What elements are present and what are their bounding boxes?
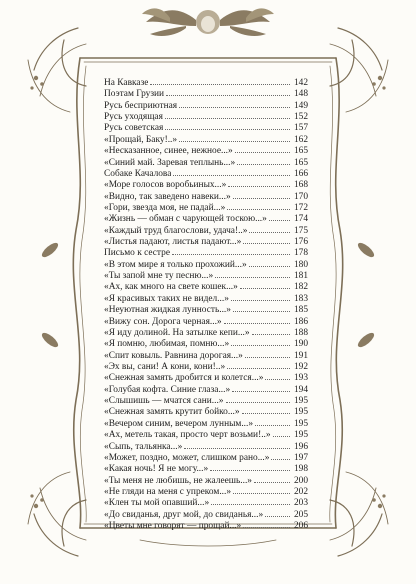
dot-leader <box>233 197 290 199</box>
toc-entry <box>104 78 308 89</box>
toc-entry-title: «Ах, метель такая, просто черт возьми!..» <box>104 430 271 441</box>
toc-entry-title: «Я помню, любимая, помню...» <box>104 339 230 350</box>
toc-entry <box>104 135 308 146</box>
dot-leader <box>215 276 290 278</box>
toc-entry-page: 176 <box>293 237 308 248</box>
toc-entry-title: «Ты запой мне ту песню...» <box>104 271 214 282</box>
toc-entry-title: «Сыпь, тальянка...» <box>104 441 183 452</box>
dot-leader <box>242 412 290 414</box>
dot-leader <box>243 242 290 244</box>
dot-leader <box>237 163 290 165</box>
toc-entry <box>104 89 308 100</box>
toc-entry <box>104 237 308 248</box>
table-of-contents <box>104 78 308 532</box>
toc-entry-title: «В этом мире я только прохожий...» <box>104 259 247 270</box>
dot-leader <box>226 401 291 403</box>
dot-leader <box>249 231 290 233</box>
toc-entry-title: «Цветы мне говорят — прощай...» <box>104 521 242 532</box>
dot-leader <box>165 128 290 130</box>
toc-entry <box>104 248 308 259</box>
dot-leader <box>240 287 290 289</box>
dot-leader <box>273 435 290 437</box>
toc-entry-page: 188 <box>293 327 308 338</box>
toc-entry-title: «Снежная замять крутит бойко...» <box>104 407 240 418</box>
dot-leader <box>243 526 290 528</box>
toc-entry-title: «Вечером синим, вечером лунным...» <box>104 418 254 429</box>
toc-entry <box>104 498 308 509</box>
toc-entry-page: 181 <box>293 271 308 282</box>
toc-entry-title: «Гори, звезда моя, не падай...» <box>104 202 226 213</box>
toc-entry <box>104 487 308 498</box>
toc-entry <box>104 362 308 373</box>
dot-leader <box>235 151 290 153</box>
dot-leader <box>232 390 290 392</box>
toc-entry <box>104 317 308 328</box>
toc-entry-title: Русь бесприютная <box>104 100 178 111</box>
dot-leader <box>271 458 290 460</box>
toc-entry <box>104 476 308 487</box>
toc-entry-title: «Снежная замять дробится и колется...» <box>104 373 264 384</box>
dot-leader <box>166 94 290 96</box>
toc-entry-title: «До свиданья, друг мой, до свиданья...» <box>104 509 264 520</box>
dot-leader <box>224 322 290 324</box>
toc-entry-title: «Я иду долиной. На затылке кепи...» <box>104 327 250 338</box>
dot-leader <box>227 208 290 210</box>
toc-entry-page: 193 <box>293 373 308 384</box>
toc-entry <box>104 123 308 134</box>
toc-entry-page: 194 <box>293 384 308 395</box>
toc-entry-page: 200 <box>293 475 308 486</box>
toc-entry-title: «Может, поздно, может, слишком рано...» <box>104 452 270 463</box>
toc-entry-page: 165 <box>293 146 308 157</box>
toc-entry <box>104 146 308 157</box>
toc-entry-page: 197 <box>293 452 308 463</box>
dot-leader <box>172 253 290 255</box>
toc-entry-page: 196 <box>293 441 308 452</box>
dot-leader <box>228 185 290 187</box>
toc-entry <box>104 305 308 316</box>
dot-leader <box>245 356 290 358</box>
dot-leader <box>265 378 290 380</box>
toc-entry <box>104 510 308 521</box>
dot-leader <box>233 492 290 494</box>
toc-entry-title: «Эх вы, сани! А кони, кони!..» <box>104 361 226 372</box>
toc-entry-page: 186 <box>293 316 308 327</box>
toc-entry-page: 168 <box>293 180 308 191</box>
toc-entry-page: 183 <box>293 293 308 304</box>
toc-entry-title: «Прощай, Баку!..» <box>104 134 178 145</box>
toc-entry-page: 195 <box>293 396 308 407</box>
toc-entry-title: Собаке Качалова <box>104 168 172 179</box>
dot-leader <box>173 174 290 176</box>
toc-entry <box>104 373 308 384</box>
toc-entry-page: 195 <box>293 407 308 418</box>
dot-leader <box>265 515 290 517</box>
dot-leader <box>184 447 290 449</box>
toc-entry-title: «Каждый труд благослови, удача!..» <box>104 225 248 236</box>
toc-entry <box>104 260 308 271</box>
toc-entry-page: 149 <box>293 100 308 111</box>
dot-leader <box>231 344 290 346</box>
dot-leader <box>269 219 290 221</box>
toc-entry-title: «Спит ковыль. Равнина дорогая...» <box>104 350 243 361</box>
toc-entry <box>104 396 308 407</box>
toc-entry-page: 166 <box>293 168 308 179</box>
toc-entry <box>104 351 308 362</box>
toc-entry <box>104 430 308 441</box>
toc-entry <box>104 169 308 180</box>
toc-entry-page: 148 <box>293 89 308 100</box>
toc-entry-page: 203 <box>293 498 308 509</box>
toc-entry-title: «Клен ты мой опавший...» <box>104 498 210 509</box>
toc-entry-title: Русь советская <box>104 123 164 134</box>
toc-entry-page: 178 <box>293 248 308 259</box>
toc-entry-page: 152 <box>293 112 308 123</box>
toc-entry <box>104 442 308 453</box>
toc-entry <box>104 328 308 339</box>
dot-leader <box>231 299 290 301</box>
toc-entry-page: 192 <box>293 361 308 372</box>
toc-entry-title: Поэтам Грузии <box>104 89 165 100</box>
toc-entry-title: Русь уходящая <box>104 112 163 123</box>
toc-entry-title: «Вижу сон. Дорога черная...» <box>104 316 222 327</box>
dot-leader <box>233 310 290 312</box>
toc-entry <box>104 464 308 475</box>
dot-leader <box>227 367 290 369</box>
toc-entry <box>104 271 308 282</box>
toc-entry-title: «Я красивых таких не видел...» <box>104 293 229 304</box>
toc-entry-title: «Слышишь — мчатся сани...» <box>104 396 224 407</box>
toc-entry-title: «Море голосов воробьиных...» <box>104 180 227 191</box>
toc-entry <box>104 294 308 305</box>
toc-entry <box>104 158 308 169</box>
toc-entry <box>104 521 308 532</box>
toc-entry-title: «Голубая кофта. Синие глаза...» <box>104 384 231 395</box>
toc-entry-page: 182 <box>293 282 308 293</box>
dot-leader <box>211 503 290 505</box>
toc-entry-title: «Какая ночь! Я не могу...» <box>104 464 209 475</box>
toc-entry-page: 198 <box>293 464 308 475</box>
dot-leader <box>252 333 290 335</box>
toc-entry-page: 195 <box>293 418 308 429</box>
dot-leader <box>179 106 290 108</box>
toc-entry-page: 185 <box>293 305 308 316</box>
toc-entry <box>104 214 308 225</box>
toc-entry-title: «Несказанное, синее, нежное...» <box>104 146 233 157</box>
toc-entry <box>104 226 308 237</box>
toc-entry-page: 174 <box>293 214 308 225</box>
toc-entry-page: 180 <box>293 259 308 270</box>
dot-leader <box>249 265 290 267</box>
toc-entry-page: 191 <box>293 350 308 361</box>
toc-entry <box>104 101 308 112</box>
toc-entry-title: «Жизнь — обман с чарующей тоскою...» <box>104 214 267 225</box>
toc-entry-title: Письмо к сестре <box>104 248 170 259</box>
dot-leader <box>254 481 290 483</box>
dot-leader <box>210 469 290 471</box>
dot-leader <box>255 424 290 426</box>
toc-entry-title: На Кавказе <box>104 78 149 88</box>
toc-entry-page: 142 <box>293 78 308 88</box>
toc-entry <box>104 453 308 464</box>
toc-entry-title: «Не гляди на меня с упреком...» <box>104 486 232 497</box>
toc-entry-page: 205 <box>293 509 308 520</box>
toc-entry-page: 175 <box>293 225 308 236</box>
toc-entry <box>104 407 308 418</box>
toc-entry <box>104 419 308 430</box>
toc-entry-page: 165 <box>293 157 308 168</box>
toc-entry-title: «Неуютная жидкая лунность...» <box>104 305 231 316</box>
toc-entry <box>104 282 308 293</box>
toc-entry <box>104 180 308 191</box>
toc-entry-title: «Ах, как много на свете кошек...» <box>104 282 238 293</box>
toc-entry-title: «Видно, так заведено навеки...» <box>104 191 231 202</box>
toc-entry-page: 202 <box>293 486 308 497</box>
dot-leader <box>179 140 290 142</box>
toc-entry-page: 157 <box>293 123 308 134</box>
toc-entry <box>104 192 308 203</box>
toc-entry-page: 190 <box>293 339 308 350</box>
toc-entry-page: 162 <box>293 134 308 145</box>
toc-entry-title: «Синий май. Заревая теплынь...» <box>104 157 236 168</box>
toc-entry <box>104 339 308 350</box>
toc-entry-page: 195 <box>293 430 308 441</box>
toc-entry-page: 172 <box>293 202 308 213</box>
dot-leader <box>165 117 290 119</box>
toc-entry <box>104 112 308 123</box>
toc-entry <box>104 385 308 396</box>
toc-entry-page: 170 <box>293 191 308 202</box>
toc-entry-title: «Листья падают, листья падают...» <box>104 237 242 248</box>
toc-entry-title: «Ты меня не любишь, не жалеешь...» <box>104 475 252 486</box>
toc-entry-page: 206 <box>293 521 308 532</box>
dot-leader <box>150 83 290 85</box>
toc-entry <box>104 203 308 214</box>
